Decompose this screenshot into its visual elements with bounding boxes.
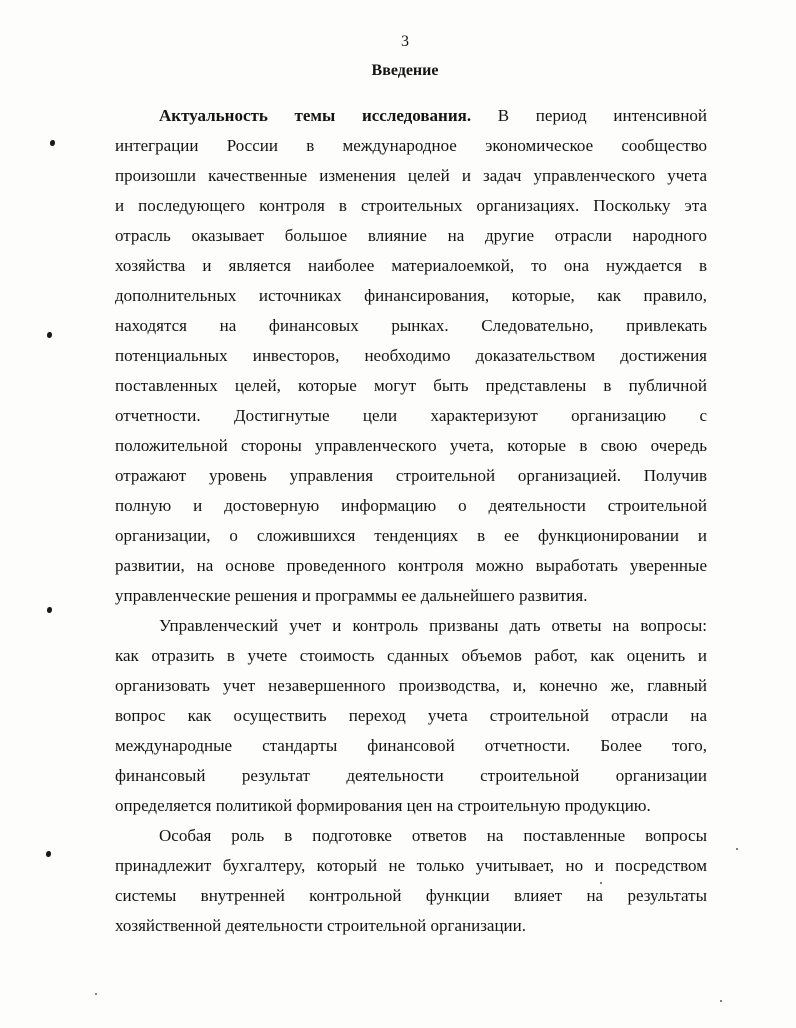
document-body [115,101,707,941]
text-line: отрасль оказывает большое влияние на другие отрасли народного [115,226,707,245]
paragraph-relevance [115,101,707,611]
text-line: интеграции России в международное экономическое сообщество [115,136,707,155]
text-line: потенциальных инвесторов, необходимо доказательством достижения [115,346,707,365]
text-line: развитии, на основе проведенного контроля можно выработать уверенные [115,556,707,575]
text-line: определяется политикой формирования цен на строительную продукцию. [115,796,651,815]
text-line: полную и достоверную информацию о деятельности строительной [115,496,707,515]
text-line: поставленных целей, которые могут быть представлены в публичной [115,376,707,395]
scan-speck [720,1000,722,1002]
paragraph-lead: Актуальность темы исследования. [159,106,472,125]
binding-mark [47,332,52,338]
text-line: отражают уровень управления строительной организацией. Получив [115,466,707,485]
text-line: находятся на финансовых рынках. Следовательно, привлекать [115,316,707,335]
text-line: дополнительных источниках финансирования, которые, как правило, [115,286,707,305]
text-line: организовать учет незавершенного производства, и, конечно же, главный [115,676,707,695]
text-line: произошли качественные изменения целей и задач управленческого учета [115,166,707,185]
scan-speck [736,848,738,850]
binding-mark [47,607,52,613]
paragraph-accountant-role [115,821,707,941]
text-line: принадлежит бухгалтеру, который не только учитывает, но и посредством [115,856,707,875]
text-line: финансовый результат деятельности строительной организации [115,766,707,785]
text-line: положительной стороны управленческого учета, которые в свою очередь [115,436,707,455]
binding-mark [46,851,51,857]
paragraph-questions [115,611,707,821]
scan-speck [600,882,602,884]
text-line: международные стандарты финансовой отчетности. Более того, [115,736,707,755]
page-title: Введение [371,62,439,79]
text-line: организации, о сложившихся тенденциях в ее функционировании и [115,526,707,545]
text-line: хозяйства и является наиболее материалоемкой, то она нуждается в [115,256,707,275]
text-line: Особая роль в подготовке ответов на поставленные вопросы [159,826,707,845]
text-line: вопрос как осуществить переход учета строительной отрасли на [115,706,707,725]
text-line: как отразить в учете стоимость сданных объемов работ, как оценить и [115,646,707,665]
text-line: Управленческий учет и контроль призваны дать ответы на вопросы: [159,616,707,635]
text-line: системы внутренней контрольной функции влияет на результаты [115,886,707,905]
text-line: управленческие решения и программы ее дальнейшего развития. [115,586,588,605]
text-line: и последующего контроля в строительных организациях. Поскольку эта [115,196,707,215]
text-line: Актуальность темы исследования. В период интенсивной [159,106,707,125]
page-number: 3 [401,33,409,50]
text-line: хозяйственной деятельности строительной организации. [115,916,526,935]
text-line: отчетности. Достигнутые цели характеризуют организацию с [115,406,707,425]
scan-speck [95,993,97,995]
binding-mark [50,140,55,146]
